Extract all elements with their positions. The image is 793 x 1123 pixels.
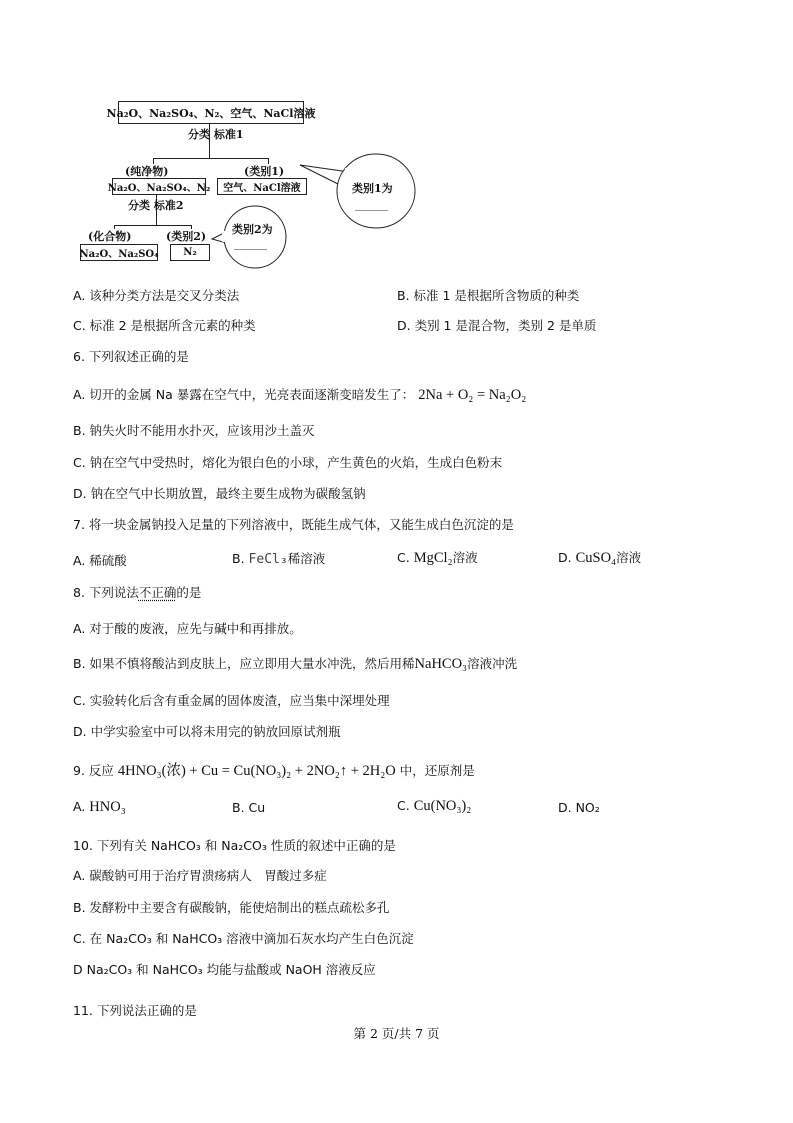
category2-box: N₂: [170, 244, 210, 261]
q6-option-d: D. 钠在空气中长期放置，最终主要生成物为碳酸氢钠: [73, 486, 366, 501]
q7-option-d-formula: CuSO₄: [575, 550, 617, 566]
q7-option-d: [558, 548, 641, 567]
page-footer: 第 2 页/共 7 页: [353, 1026, 440, 1041]
q10-option-a: A. 碳酸钠可用于治疗胃溃疡病人 胃酸过多症: [73, 868, 327, 883]
q9-option-d: D. NO₂: [558, 800, 600, 815]
q9-option-a-prefix: A.: [73, 799, 86, 814]
q7-option-b: [232, 549, 325, 567]
bubble1-title: 类别1为: [352, 182, 393, 195]
q8-stem: [73, 583, 201, 601]
q8-stem-emphasis: 不正确: [138, 585, 177, 600]
q7-stem: 7. 将一块金属钠投入足量的下列溶液中，既能生成气体，又能生成白色沉淀的是: [73, 517, 514, 532]
q7-option-b-prefix: B.: [232, 551, 245, 566]
category2-label: (类别2): [166, 230, 207, 243]
q7-option-d-suffix: 溶液: [616, 550, 642, 565]
classify2-label: 分类 标准2: [128, 199, 184, 212]
q8-stem-post: 的是: [176, 585, 202, 600]
bubble2-title: 类别2为: [232, 223, 273, 236]
q5-option-d: D. 类别 1 是混合物，类别 2 是单质: [397, 318, 597, 333]
q8-option-b-text: B. 如果不慎将酸沾到皮肤上，应立即用大量水冲洗，然后用稀: [73, 656, 415, 671]
bubble1-blank: ______: [355, 198, 388, 211]
q9-option-c: [397, 798, 471, 815]
q10-option-d: D Na₂CO₃ 和 NaHCO₃ 均能与盐酸或 NaOH 溶液反应: [73, 962, 376, 977]
q8-option-d: D. 中学实验室中可以将未用完的钠放回原试剂瓶: [73, 724, 341, 739]
q9-option-a: [73, 799, 126, 816]
q5-option-c: C. 标准 2 是根据所含元素的种类: [73, 318, 256, 333]
q6-option-b: B. 钠失火时不能用水扑灭，应该用沙土盖灭: [73, 423, 315, 438]
q8-option-b: [73, 654, 517, 673]
pure-substance-box: Na₂O、Na₂SO₄、N₂: [112, 178, 206, 195]
q5-option-b: B. 标准 1 是根据所含物质的种类: [397, 288, 580, 303]
q8-option-a: A. 对于酸的废液，应先与碱中和再排放。: [73, 621, 302, 636]
q8-option-b-formula: NaHCO₃: [414, 656, 468, 672]
q6-stem: 6. 下列叙述正确的是: [73, 349, 189, 364]
q7-option-b-formula: FeCl₃: [248, 552, 288, 567]
q8-option-c: C. 实验转化后含有重金属的固体废渣，应当集中深埋处理: [73, 693, 390, 708]
q7-option-a: A. 稀硫酸: [73, 553, 127, 568]
q7-option-c-prefix: C.: [397, 550, 410, 565]
q7-option-c-formula: MgCl₂: [413, 550, 453, 566]
q5-option-a: A. 该种分类方法是交叉分类法: [73, 288, 240, 303]
top-box: Na₂O、Na₂SO₄、N₂、空气、NaCl溶液: [118, 101, 304, 124]
q11-stem: 11. 下列说法正确的是: [73, 1003, 197, 1018]
q10-stem: 10. 下列有关 NaHCO₃ 和 Na₂CO₃ 性质的叙述中正确的是: [73, 838, 396, 853]
q9-stem: [73, 759, 475, 780]
pure-substance-label: (纯净物): [125, 165, 169, 178]
bubble2-blank: ______: [234, 237, 267, 250]
q7-option-b-suffix: 稀溶液: [287, 551, 326, 566]
q8-stem-pre: 8. 下列说法: [73, 585, 139, 600]
q6-option-c: C. 钠在空气中受热时，熔化为银白色的小球，产生黄色的火焰，生成白色粉末: [73, 455, 503, 470]
q7-option-c-suffix: 溶液: [452, 550, 478, 565]
q6-option-a-formula: 2Na + O₂ = Na₂O₂: [418, 387, 527, 403]
q9-stem-pre: 9. 反应: [73, 763, 114, 778]
q7-option-d-prefix: D.: [558, 550, 572, 565]
compound-box: Na₂O、Na₂SO₄: [80, 244, 158, 261]
compound-label: (化合物): [88, 230, 132, 243]
classify1-label: 分类 标准1: [188, 128, 244, 141]
q6-option-a-text: A. 切开的金属 Na 暴露在空气中，光亮表面逐渐变暗发生了：: [73, 387, 415, 402]
q9-option-b: B. Cu: [232, 800, 266, 815]
q10-option-c: C. 在 Na₂CO₃ 和 NaHCO₃ 溶液中滴加石灰水均产生白色沉淀: [73, 931, 414, 946]
q8-option-b-suffix: 溶液冲洗: [467, 656, 518, 671]
q9-option-c-formula: Cu(NO₃)₂: [413, 798, 472, 814]
q9-option-a-formula: HNO₃: [89, 799, 126, 815]
q9-formula: 4HNO₃(浓) + Cu = Cu(NO₃)₂ + 2NO₂↑ + 2H₂O: [117, 763, 396, 779]
q9-option-c-prefix: C.: [397, 798, 410, 813]
category1-label: (类别1): [244, 165, 285, 178]
q10-option-b: B. 发酵粉中主要含有碳酸钠，能使焙制出的糕点疏松多孔: [73, 900, 390, 915]
q7-option-c: [397, 548, 478, 567]
category1-box: 空气、NaCl溶液: [217, 178, 307, 195]
q9-stem-post: 中，还原剂是: [399, 763, 475, 778]
q6-option-a: [73, 385, 526, 404]
